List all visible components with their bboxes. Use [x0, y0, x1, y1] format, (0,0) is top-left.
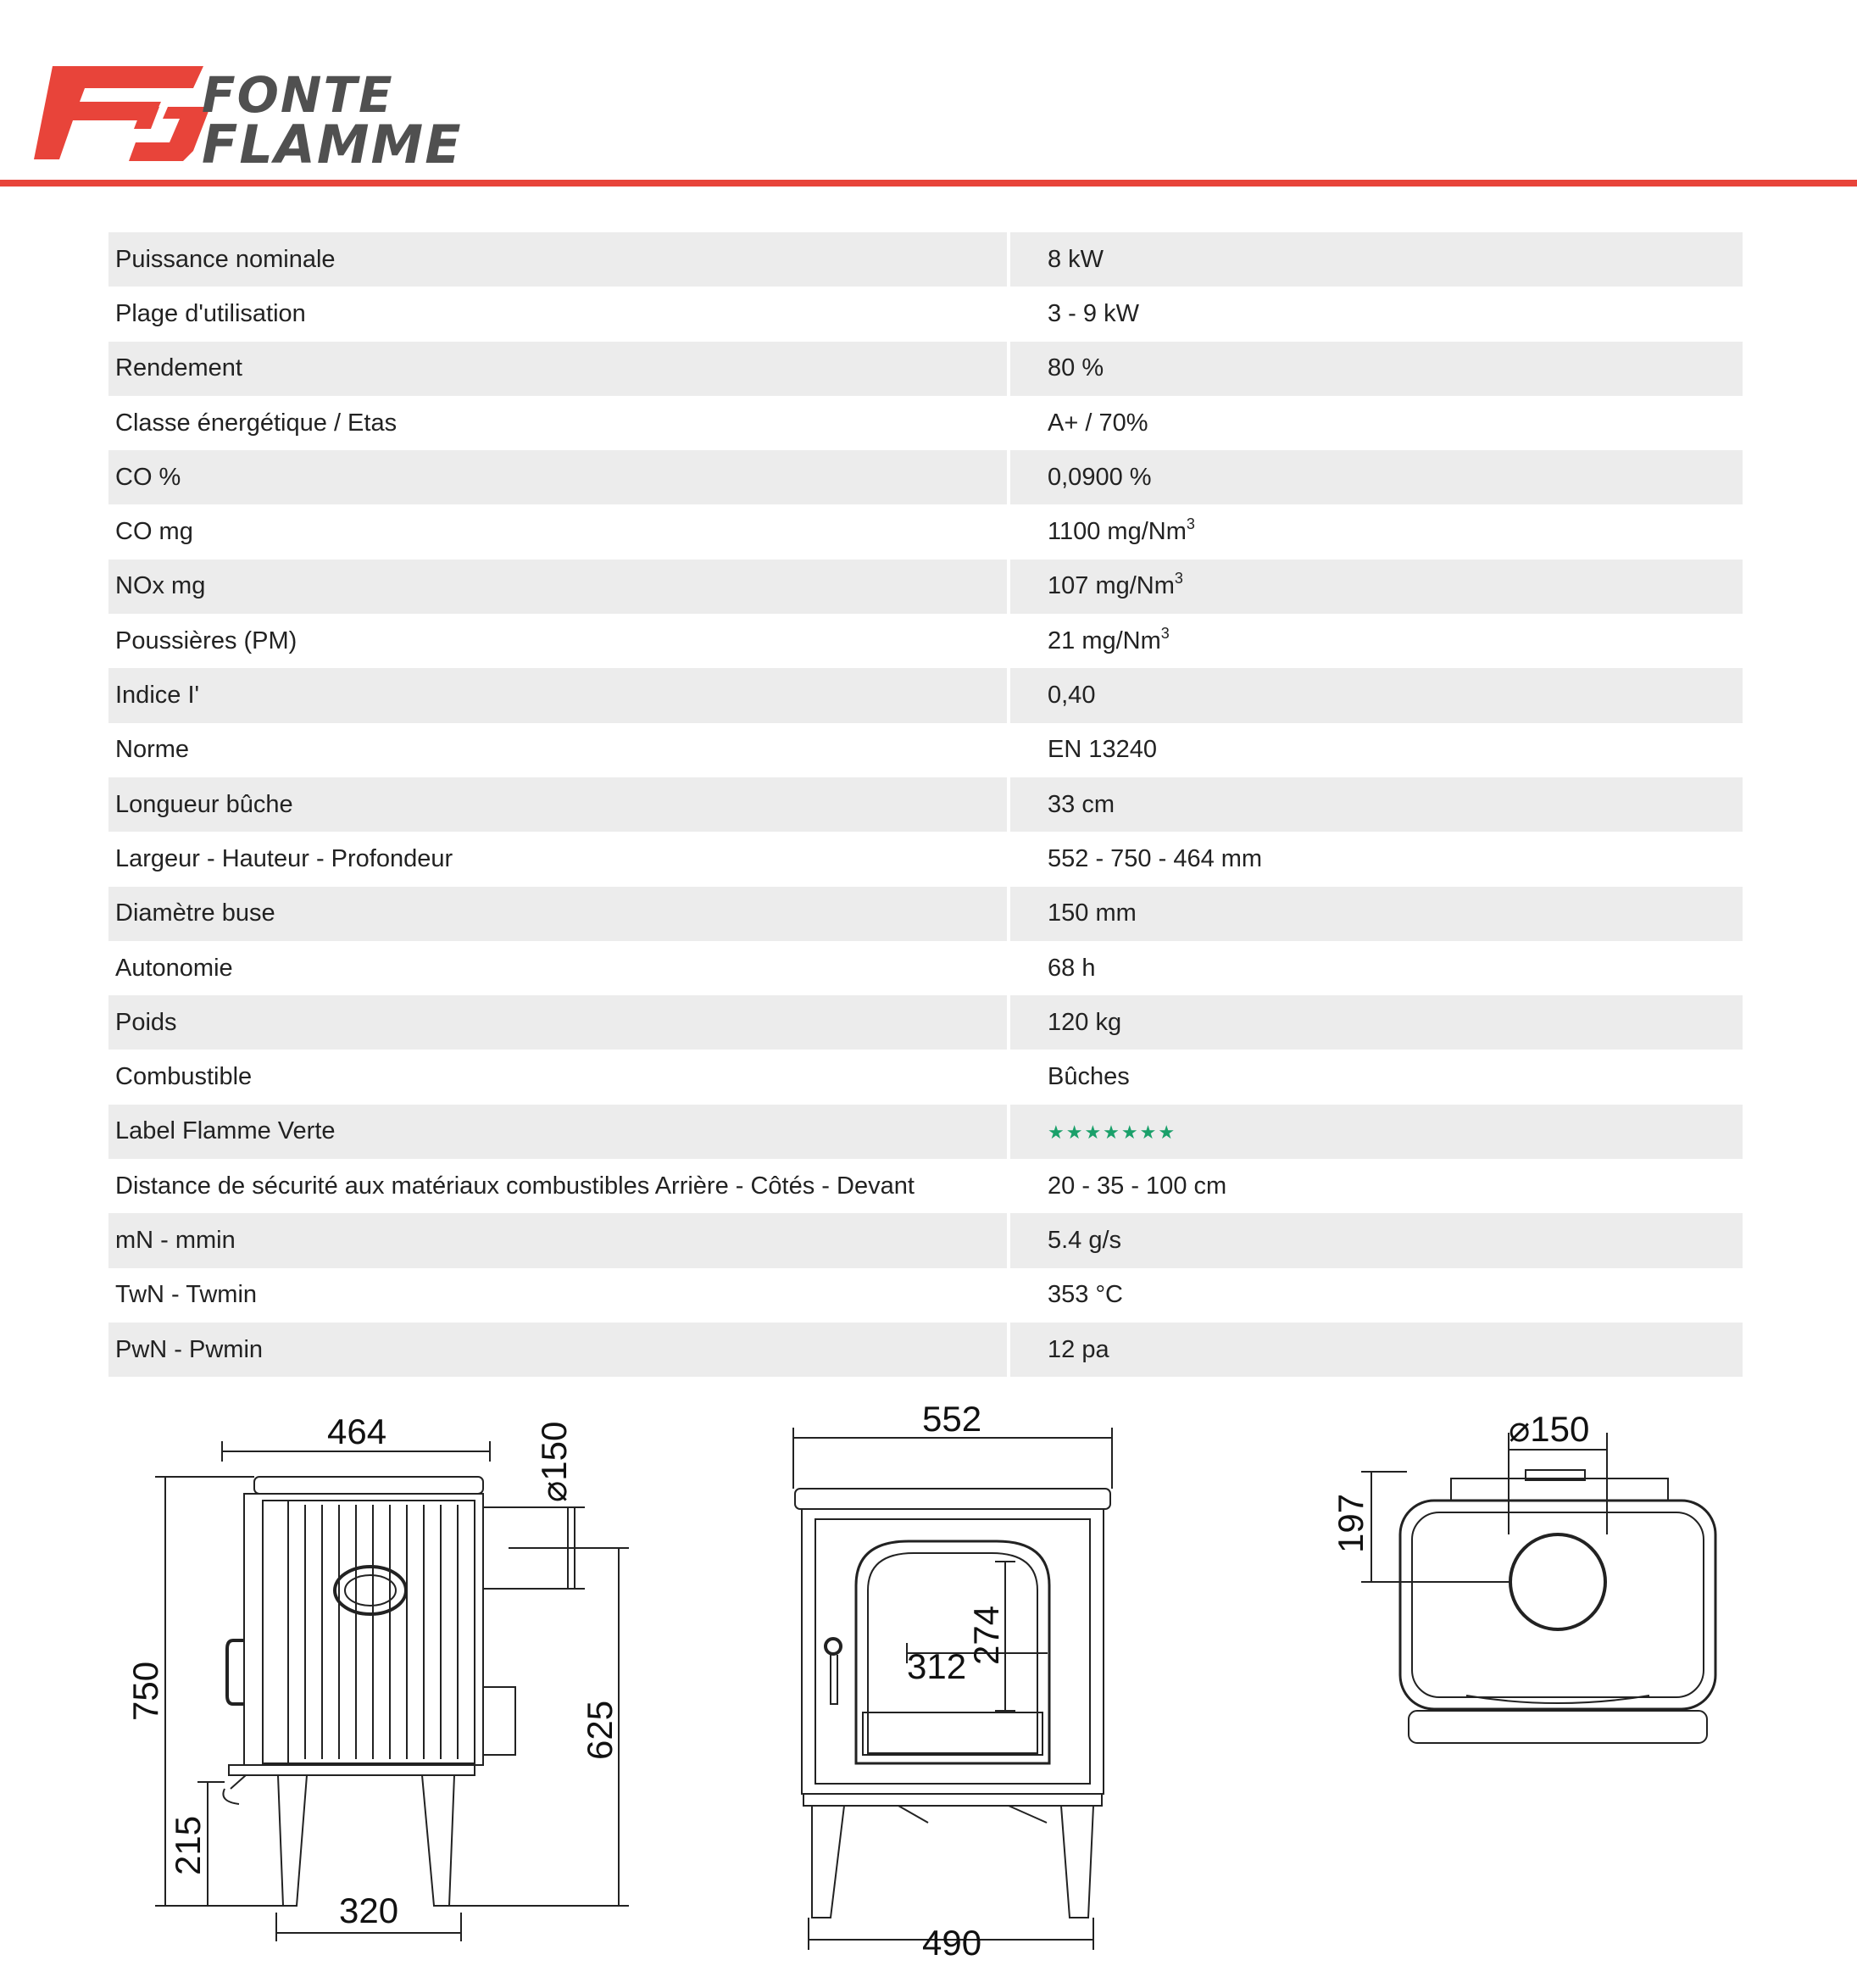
spec-value: [1010, 668, 1743, 722]
spec-label: Longueur bûche: [108, 777, 1007, 832]
spec-row: [108, 450, 1743, 504]
spec-row: [108, 941, 1743, 995]
brand-line-1: FONTE: [202, 66, 394, 124]
unit-superscript: 3: [1174, 570, 1183, 587]
spec-value: [1010, 232, 1743, 287]
spec-value: [1010, 832, 1743, 886]
spec-value-text: 1100 mg/Nm: [1048, 518, 1187, 546]
spec-label: Plage d'utilisation: [108, 287, 1007, 341]
spec-value: [1010, 504, 1743, 559]
dim-side-height: 750: [125, 1661, 165, 1721]
spec-value: [1010, 777, 1743, 832]
spec-value-text: 20 - 35 - 100 cm: [1048, 1172, 1227, 1200]
spec-label: Combustible: [108, 1050, 1007, 1104]
spec-value-text: 68 h: [1048, 954, 1096, 982]
spec-row: [108, 1105, 1743, 1159]
spec-label: Indice I': [108, 668, 1007, 722]
dim-front-door-width: 312: [907, 1646, 967, 1686]
spec-row: [108, 723, 1743, 777]
spec-value: [1010, 1323, 1743, 1377]
spec-value-text: 150 mm: [1048, 899, 1137, 927]
header-divider: [0, 180, 1857, 187]
unit-superscript: 3: [1160, 624, 1170, 642]
spec-row: [108, 1268, 1743, 1323]
dim-side-flue: ⌀150: [534, 1421, 574, 1502]
spec-value-text: 107 mg/Nm: [1048, 572, 1175, 600]
spec-label: Largeur - Hauteur - Profondeur: [108, 832, 1007, 886]
dim-front-leg-width: 490: [922, 1923, 982, 1963]
spec-value: [1010, 1213, 1743, 1267]
spec-row: [108, 995, 1743, 1050]
header: [0, 0, 1857, 188]
spec-label: Diamètre buse: [108, 887, 1007, 941]
spec-value-text: 552 - 750 - 464 mm: [1048, 844, 1263, 872]
spec-row: [108, 832, 1743, 886]
spec-label: CO %: [108, 450, 1007, 504]
spec-value: [1010, 342, 1743, 396]
spec-value: [1010, 1268, 1743, 1323]
unit-superscript: 3: [1186, 515, 1195, 533]
spec-row: [108, 777, 1743, 832]
spec-value-text: 8 kW: [1048, 245, 1104, 273]
dim-front-width: 552: [922, 1399, 982, 1439]
spec-row: [108, 614, 1743, 668]
spec-value: [1010, 1105, 1743, 1159]
spec-value-text: 21 mg/Nm: [1048, 626, 1161, 654]
spec-value: [1010, 396, 1743, 450]
spec-label: Label Flamme Verte: [108, 1105, 1007, 1159]
spec-value-text: 3 - 9 kW: [1048, 299, 1139, 327]
spec-value: [1010, 941, 1743, 995]
spec-value-text: A+ / 70%: [1048, 409, 1148, 437]
spec-value: [1010, 560, 1743, 614]
spec-row: [108, 287, 1743, 341]
spec-value: [1010, 995, 1743, 1050]
spec-row: [108, 396, 1743, 450]
spec-value-text: 5.4 g/s: [1048, 1226, 1122, 1254]
spec-value-text: 33 cm: [1048, 790, 1115, 818]
brand-line-2: FLAMME: [202, 114, 463, 175]
flamme-verte-stars-icon: ★★★★★★★: [1048, 1122, 1177, 1144]
spec-value-text: 0,0900 %: [1048, 463, 1152, 491]
spec-label: TwN - Twmin: [108, 1268, 1007, 1323]
dim-side-leg-height: 215: [168, 1815, 208, 1875]
spec-value: [1010, 1050, 1743, 1104]
spec-label: NOx mg: [108, 560, 1007, 614]
spec-label: Norme: [108, 723, 1007, 777]
spec-row: [108, 1159, 1743, 1213]
spec-value: [1010, 287, 1743, 341]
spec-row: [108, 1213, 1743, 1267]
dimension-drawings: [0, 1382, 1857, 1988]
dim-top-flue-offset: 197: [1331, 1493, 1371, 1553]
spec-row: [108, 560, 1743, 614]
spec-label: Distance de sécurité aux matériaux combustibles Arrière - Côtés - Devant: [108, 1159, 1007, 1213]
dim-side-depth: 464: [327, 1412, 387, 1451]
spec-value-text: 353 °C: [1048, 1281, 1123, 1309]
spec-row: [108, 668, 1743, 722]
dim-top-flue: ⌀150: [1509, 1409, 1590, 1449]
spec-label: Autonomie: [108, 941, 1007, 995]
spec-label: mN - mmin: [108, 1213, 1007, 1267]
dim-side-leg-spacing: 320: [339, 1891, 399, 1930]
spec-label: Puissance nominale: [108, 232, 1007, 287]
spec-value-text: 12 pa: [1048, 1335, 1109, 1363]
spec-value-text: 120 kg: [1048, 1008, 1122, 1036]
spec-value-text: 80 %: [1048, 354, 1104, 382]
spec-row: [108, 342, 1743, 396]
spec-value: [1010, 1159, 1743, 1213]
spec-row: [108, 887, 1743, 941]
side-view-drawing: [155, 1441, 629, 1941]
dim-side-flue-height: 625: [580, 1700, 620, 1760]
spec-value-text: Bûches: [1048, 1063, 1130, 1091]
spec-row: [108, 1323, 1743, 1377]
front-view-drawing: [793, 1428, 1112, 1950]
dim-front-door-height: 274: [966, 1605, 1006, 1665]
spec-label: PwN - Pwmin: [108, 1323, 1007, 1377]
spec-row: [108, 504, 1743, 559]
spec-value-text: EN 13240: [1048, 736, 1157, 764]
spec-label: Classe énergétique / Etas: [108, 396, 1007, 450]
spec-value: [1010, 887, 1743, 941]
specs-table: [108, 232, 1743, 1377]
spec-label: CO mg: [108, 504, 1007, 559]
spec-value: [1010, 450, 1743, 504]
spec-value-text: 0,40: [1048, 682, 1096, 710]
spec-label: Poids: [108, 995, 1007, 1050]
spec-value: [1010, 723, 1743, 777]
spec-label: Rendement: [108, 342, 1007, 396]
spec-row: [108, 232, 1743, 287]
spec-label: Poussières (PM): [108, 614, 1007, 668]
top-view-drawing: [1361, 1433, 1715, 1743]
spec-value: [1010, 614, 1743, 668]
spec-row: [108, 1050, 1743, 1104]
